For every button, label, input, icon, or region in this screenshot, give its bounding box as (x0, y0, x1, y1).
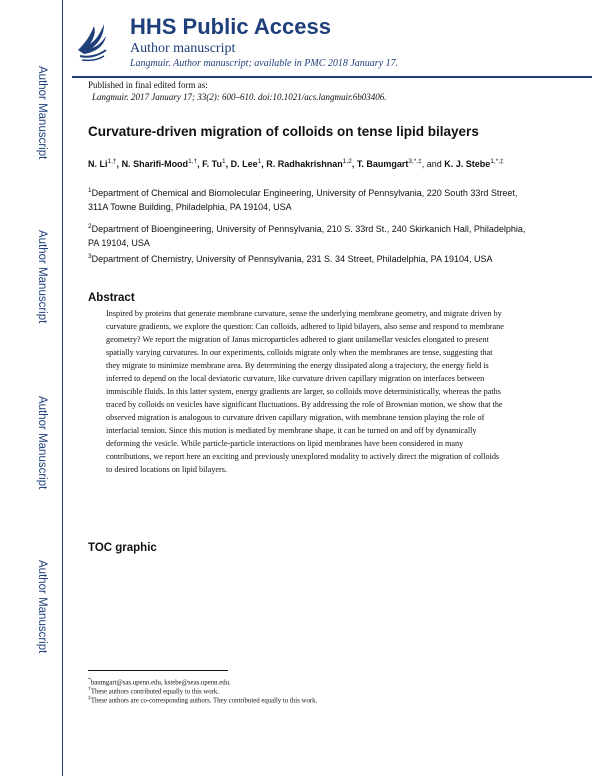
hhs-public-access-title: HHS Public Access (130, 14, 331, 39)
footnote-mark: * (88, 677, 91, 683)
footnote (88, 677, 231, 686)
footnote-text: These authors contributed equally to this work. (90, 688, 219, 696)
hhs-eagle-logo-icon (72, 14, 112, 62)
author-and-connector: , and (421, 159, 442, 169)
abstract-heading: Abstract (88, 292, 135, 304)
author-affiliation-sup: 1,2 (342, 158, 352, 165)
author-name[interactable]: N. Sharifi-Mood (121, 159, 189, 169)
abstract-text: Inspired by proteins that generate membrane curvature, sense the underlying membrane geometry, and migrate driven by curvature gradients, we explore the question: Can colloids, adhered to lipid bilayers, also sense and respond to membrane geometry? We report the migration of Janus microparticles adhered to giant unilamellar vesicles elongated to present spatially varying curvatures. In our experiments, colloids migrate only when the membranes are tense, suggesting that they migrate to minimize membrane area. By determining the energy dissipated along a trajectory, the energy field is inferred to depend on the local deviatoric curvature, like curvature driven capillary migration on interfaces between immiscible fluids. In this latter system, energy gradients are larger, so colloids move deterministically, whereas the paths traced by colloids on vesicles have significant fluctuations. By addressing the role of Brownian motion, we show that the observed migration is analogous to curvature driven capillary migration, with membrane tension playing the role of interfacial tension. Since this motion is mediated by membrane shape, it can be turned on and off by dynamically deforming the vesicle. While particle-particle interactions on lipid membranes have been considered in many contributions, we report here an exciting and previously unexplored modality to actively direct the migration of colloids to desired locations on lipid bilayers. (106, 309, 504, 474)
author-affiliation-sup: 3,*,‡ (408, 158, 422, 165)
affiliation-number: 1 (88, 187, 92, 194)
author-list: N. $Li^{1,\dagger}$, N. Sharifi-Mood$^{1,\dagger}$, F. Tu$^1$, D. Lee$^1$, R. Radhakrishnan$^{1,2}$, T. Baumgart$^{3,*,\ddagger}$, and K. J. Stebe$^{1,*,\ddagger}$ (88, 158, 504, 169)
sidebar-label: Author Manuscript (36, 560, 48, 654)
author-affiliation-sup: 1 (257, 158, 262, 165)
footnote-mark: † (88, 686, 91, 692)
author-affiliation-sup: 1 (221, 158, 226, 165)
affiliation-number: 3 (88, 253, 92, 260)
author-name[interactable]: D. Lee (230, 159, 258, 169)
author-name[interactable]: K. J. Stebe (444, 159, 491, 169)
footnote-mark: ‡ (88, 695, 91, 701)
affiliation-number: 2 (88, 223, 92, 230)
affiliation (88, 250, 528, 266)
author-name[interactable]: T. Baumgart (356, 159, 409, 169)
footnote-rule (88, 670, 228, 671)
sidebar-label: Author Manuscript (36, 66, 48, 160)
sidebar-divider (62, 0, 63, 776)
author-name[interactable]: R. Radhakrishnan (266, 159, 343, 169)
affiliation (88, 184, 528, 214)
affiliation-text: Department of Bioengineering, University of Pennsylvania, 210 S. 33rd St., 240 Skirkanich Hall, Philadelphia, PA 19104, USA (88, 224, 526, 248)
citation: Langmuir. 2017 January 17; 33(2): 600–610. doi:10.1021/acs.langmuir.6b03406. (92, 92, 387, 102)
footnote (88, 686, 219, 695)
footnote-text: These authors are co-corresponding authors. They contributed equally to this work. (90, 697, 318, 705)
journal-availability-line: Langmuir. Author manuscript; available in PMC 2018 January 17. (130, 58, 399, 69)
affiliation-text: Department of Chemical and Biomolecular Engineering, University of Pennsylvania, 220 South 33rd Street, 311A Towne Building, Philadelphia, PA 19104, USA (88, 188, 518, 212)
header-rule (72, 76, 592, 78)
affiliation (88, 220, 528, 250)
sidebar-label: Author Manuscript (36, 230, 48, 324)
author-affiliation-sup: 1,*,‡ (490, 158, 504, 165)
footnote (88, 695, 317, 704)
footnote-text[interactable]: baumgart@sas.upenn.edu, kstebe@seas.upenn.edu. (90, 679, 231, 687)
sidebar-label: Author Manuscript (36, 396, 48, 490)
author-name[interactable]: N. Li (88, 159, 108, 169)
toc-graphic-heading: TOC graphic (88, 542, 157, 554)
author-manuscript-label: Author manuscript (130, 41, 236, 56)
author-affiliation-sup: 1,† (107, 158, 117, 165)
affiliation-text: Department of Chemistry, University of Pennsylvania, 231 S. 34 Street, Philadelphia, PA 19104, USA (91, 254, 493, 264)
article-title: Curvature-driven migration of colloids on tense lipid bilayers (88, 124, 479, 139)
published-label: Published in final edited form as: (88, 80, 208, 90)
author-affiliation-sup: 1,† (188, 158, 198, 165)
author-name[interactable]: F. Tu (202, 159, 222, 169)
